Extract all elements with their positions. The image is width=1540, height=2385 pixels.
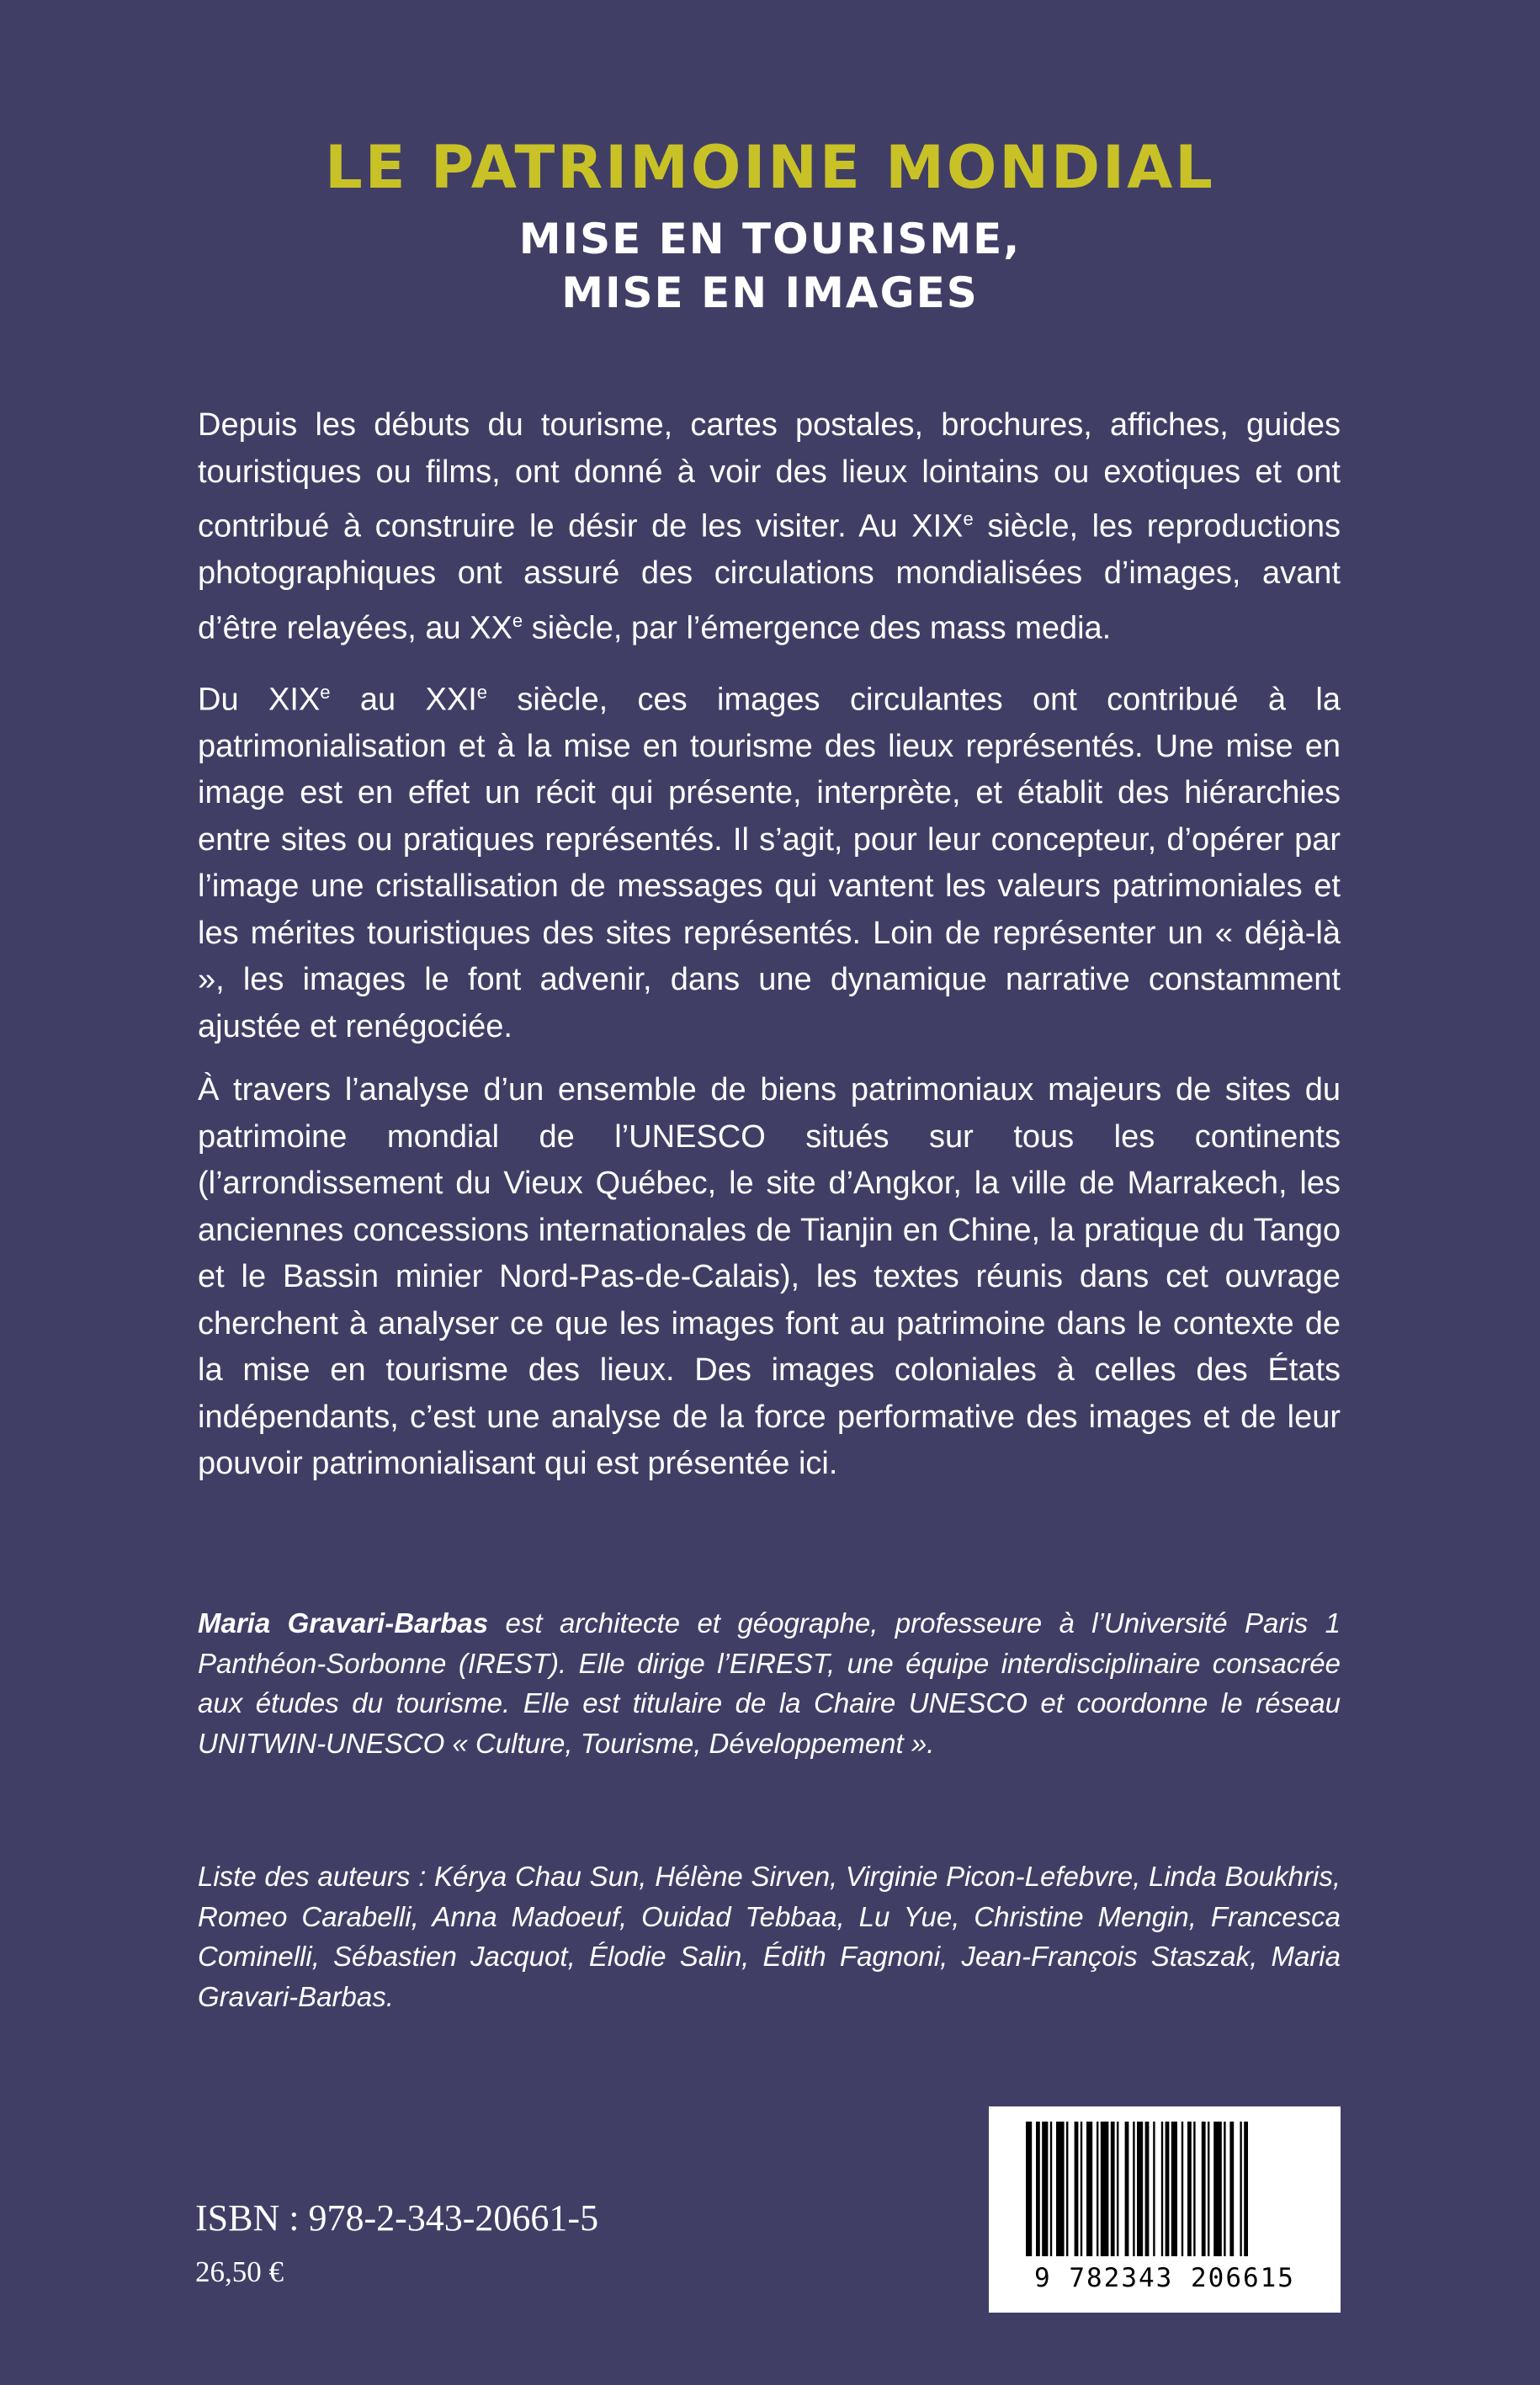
- summary-paragraph-1: Depuis les débuts du tourisme, cartes postales, brochures, affiches, guides touristiques ou films, ont donné à voir des lieux lointains ou exotiques et ont contribué à construire le désir de les visiter. Au XIXe siècle, les reproductions photographiques ont assuré des circulations mondialisées d’images, avant d’être relayées, au XXe siècle, par l’émergence des mass media.: [198, 407, 1341, 646]
- barcode-bar: [1086, 2122, 1092, 2256]
- contributors-list: Liste des auteurs : Kérya Chau Sun, Hélène Sirven, Virginie Picon-Lefebvre, Linda Boukhris, Romeo Carabelli, Anna Madoeuf, Ouidad Tebbaa, Lu Yue, Christine Mengin, Francesca Cominelli, Sébastien Jacquot, Élodie Salin, Édith Fagnoni, Jean-François Staszak, Maria Gravari-Barbas.: [198, 1861, 1341, 2012]
- barcode-digits: 9 782343 206615: [1034, 2263, 1295, 2293]
- barcode-bar: [1202, 2122, 1206, 2256]
- barcode-bar: [1081, 2122, 1082, 2256]
- barcode-bar: [1066, 2122, 1068, 2256]
- barcode-bar: [1166, 2122, 1170, 2256]
- author-biography: [198, 1603, 1341, 1763]
- barcode-bar: [1036, 2122, 1040, 2256]
- summary-paragraph-2: Du XIXe au XXIe siècle, ces images circulantes ont contribué à la patrimonialisation et à la mise en tourisme des lieux représentés. Une mise en image est en effet un récit qui présente, interprète, et établit des hiérarchies entre sites ou pratiques représentés. Il s’agit, pour leur concepteur, d’opérer par l’image une cristallisation de messages qui vantent les valeurs patrimoniales et les mérites touristiques des sites représentés. Loin de représenter un « déjà-là », les images le font advenir, dans une dynamique narrative constamment ajustée et renégociée.: [198, 681, 1341, 1044]
- book-subtitle: [0, 212, 1540, 320]
- barcode-bar: [1056, 2122, 1065, 2256]
- barcode-bar: [1244, 2122, 1248, 2256]
- barcode-bar: [1182, 2122, 1183, 2256]
- subtitle-line-1: MISE EN TOURISME,: [518, 215, 1022, 263]
- isbn: ISBN : 978-2-343-20661-5: [195, 2197, 599, 2239]
- barcode-bar: [1213, 2122, 1222, 2256]
- subtitle-line-2: MISE EN IMAGES: [561, 268, 979, 317]
- barcode-bar: [1137, 2122, 1143, 2256]
- barcode: [989, 2106, 1341, 2313]
- summary-paragraph-3: À travers l’analyse d’un ensemble de biens patrimoniaux majeurs de sites du patrimoine mondial de l’UNESCO situés sur tous les continents (l’arrondissement du Vieux Québec, le site d’Angkor, la ville de Marrakech, les anciennes concessions internationales de Tianjin en Chine, la pratique du Tango et le Bassin minier Nord-Pas-de-Calais), les textes réunis dans cet ouvrage cherchent à analyser ce que les images font au patrimoine dans le contexte de la mise en tourisme des lieux. Des images coloniales à celles des États indépendants, c’est une analyse de la force performative des images et de leur pouvoir patrimonialisant qui est présentée ici.: [198, 1072, 1341, 1482]
- barcode-bar: [1117, 2122, 1118, 2256]
- barcode-bar: [1153, 2122, 1155, 2256]
- barcode-bar: [1229, 2122, 1234, 2256]
- barcode-bar: [1171, 2122, 1177, 2256]
- book-title: LE PATRIMOINE MONDIAL: [325, 133, 1215, 202]
- barcode-bar: [1075, 2122, 1079, 2256]
- barcode-bar: [1026, 2122, 1032, 2256]
- author-name: Maria Gravari-Barbas: [198, 1607, 489, 1639]
- barcode-bar: [1101, 2122, 1109, 2256]
- price: 26,50 €: [195, 2255, 284, 2288]
- barcode-bar: [1097, 2122, 1098, 2256]
- barcode-bar: [1125, 2122, 1129, 2256]
- barcode-bar: [1161, 2122, 1163, 2256]
- barcode-bar: [1133, 2122, 1134, 2256]
- barcode-bar: [1224, 2122, 1225, 2256]
- barcode-bar: [1208, 2122, 1209, 2256]
- author-bio-text: est architecte et géographe, professeure à l’Université Paris 1 Panthéon-Sorbonne (IREST). Elle dirige l’EIREST, une équipe interdisciplinaire consacrée aux études du tourisme. Elle est titulaire de la Chaire UNESCO et coordonne le réseau UNITWIN-UNESCO « Culture, Tourisme, Développement ».: [198, 1607, 1341, 1759]
- barcode-bar: [1240, 2122, 1241, 2256]
- barcode-bar: [1050, 2122, 1052, 2256]
- barcode-bar: [1187, 2122, 1192, 2256]
- back-cover-summary: [198, 402, 1341, 1505]
- barcode-bar: [1042, 2122, 1048, 2256]
- barcode-bar: [1145, 2122, 1150, 2256]
- barcode-bar: [1111, 2122, 1115, 2256]
- barcode-bar: [1193, 2122, 1195, 2256]
